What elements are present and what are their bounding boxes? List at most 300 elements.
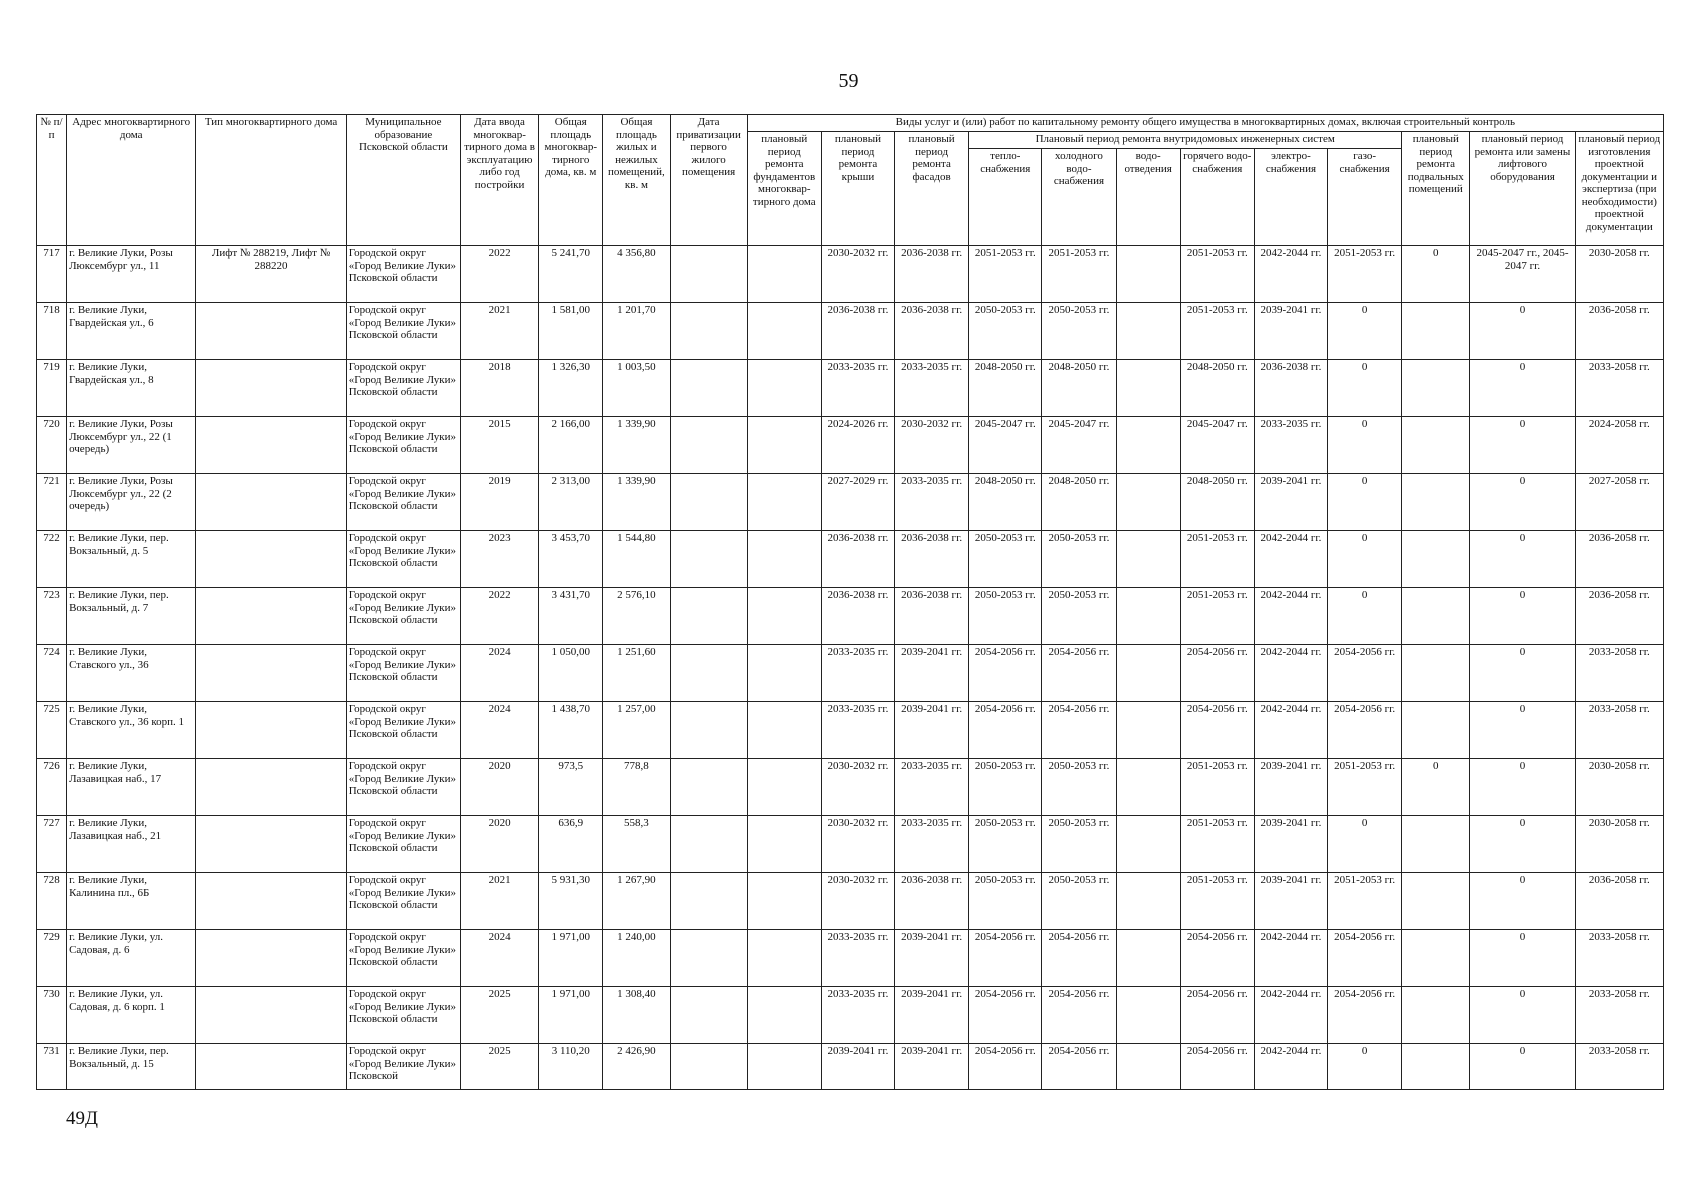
municipality-cell: Городской округ «Город Великие Луки» Псковской области [346,474,460,531]
row-number: 726 [37,759,67,816]
living-area-cell: 4 356,80 [603,246,670,303]
cold-water-cell: 2051-2053 гг. [1042,246,1116,303]
roof-cell: 2033-2035 гг. [821,360,894,417]
header-cold-water: холодного водо-снабжения [1042,149,1116,246]
facade-cell: 2030-2032 гг. [895,417,969,474]
roof-cell: 2030-2032 гг. [821,246,894,303]
total-area-cell: 2 166,00 [539,417,603,474]
hot-water-cell: 2054-2056 гг. [1180,987,1254,1044]
date-cell: 2022 [461,588,539,645]
cold-water-cell: 2050-2053 гг. [1042,873,1116,930]
municipality-cell: Городской округ «Город Великие Луки» Псковской области [346,873,460,930]
design-cell: 2027-2058 гг. [1575,474,1663,531]
type-cell [196,1044,346,1090]
foundation-cell [747,930,821,987]
row-number: 728 [37,873,67,930]
elevator-cell: 0 [1470,474,1575,531]
table-row [37,417,1664,474]
row-number: 723 [37,588,67,645]
address-cell: г. Великие Луки, Лазавицкая наб., 17 [67,759,196,816]
total-area-cell: 636,9 [539,816,603,873]
roof-cell: 2030-2032 гг. [821,873,894,930]
cold-water-cell: 2054-2056 гг. [1042,930,1116,987]
gas-cell: 2051-2053 гг. [1328,759,1402,816]
heat-cell: 2050-2053 гг. [969,531,1042,588]
municipality-cell: Городской округ «Город Великие Луки» Псковской области [346,987,460,1044]
hot-water-cell: 2048-2050 гг. [1180,360,1254,417]
heat-cell: 2054-2056 гг. [969,1044,1042,1090]
basement-cell [1402,303,1470,360]
design-cell: 2033-2058 гг. [1575,360,1663,417]
table-row [37,816,1664,873]
design-cell: 2036-2058 гг. [1575,588,1663,645]
roof-cell: 2036-2038 гг. [821,303,894,360]
table-row [37,474,1664,531]
header-works-group: Виды услуг и (или) работ по капитальному ремонту общего имущества в многоквартирных домах, включая строительный контроль [747,115,1663,132]
hot-water-cell: 2051-2053 гг. [1180,759,1254,816]
hot-water-cell: 2051-2053 гг. [1180,873,1254,930]
facade-cell: 2036-2038 гг. [895,873,969,930]
cold-water-cell: 2054-2056 гг. [1042,987,1116,1044]
roof-cell: 2024-2026 гг. [821,417,894,474]
privatization-cell [670,1044,747,1090]
gas-cell: 2054-2056 гг. [1328,930,1402,987]
header-address: Адрес многоквартирного дома [67,115,196,246]
basement-cell [1402,1044,1470,1090]
cold-water-cell: 2050-2053 гг. [1042,588,1116,645]
type-cell [196,360,346,417]
municipality-cell: Городской округ «Город Великие Луки» Псковской области [346,303,460,360]
type-cell [196,987,346,1044]
elevator-cell: 0 [1470,303,1575,360]
drainage-cell [1116,303,1180,360]
electric-cell: 2042-2044 гг. [1254,246,1327,303]
basement-cell [1402,474,1470,531]
design-cell: 2030-2058 гг. [1575,759,1663,816]
privatization-cell [670,417,747,474]
living-area-cell: 2 576,10 [603,588,670,645]
electric-cell: 2042-2044 гг. [1254,645,1327,702]
table-row [37,1044,1664,1090]
basement-cell [1402,360,1470,417]
table-row [37,930,1664,987]
hot-water-cell: 2051-2053 гг. [1180,246,1254,303]
cold-water-cell: 2050-2053 гг. [1042,531,1116,588]
municipality-cell: Городской округ «Город Великие Луки» Псковской области [346,246,460,303]
type-cell [196,816,346,873]
facade-cell: 2033-2035 гг. [895,759,969,816]
date-cell: 2024 [461,645,539,702]
design-cell: 2036-2058 гг. [1575,303,1663,360]
total-area-cell: 3 110,20 [539,1044,603,1090]
municipality-cell: Городской округ «Город Великие Луки» Псковской области [346,759,460,816]
date-cell: 2022 [461,246,539,303]
foundation-cell [747,588,821,645]
table-row [37,759,1664,816]
electric-cell: 2039-2041 гг. [1254,303,1327,360]
header-hot-water: горячего водо-снабжения [1180,149,1254,246]
gas-cell: 0 [1328,1044,1402,1090]
living-area-cell: 1 251,60 [603,645,670,702]
elevator-cell: 0 [1470,873,1575,930]
privatization-cell [670,645,747,702]
design-cell: 2033-2058 гг. [1575,1044,1663,1090]
cold-water-cell: 2048-2050 гг. [1042,360,1116,417]
drainage-cell [1116,417,1180,474]
address-cell: г. Великие Луки, Розы Люксембург ул., 22 (1 очередь) [67,417,196,474]
cold-water-cell: 2054-2056 гг. [1042,645,1116,702]
type-cell [196,303,346,360]
row-number: 727 [37,816,67,873]
address-cell: г. Великие Луки, ул. Садовая, д. 6 корп. 1 [67,987,196,1044]
date-cell: 2018 [461,360,539,417]
living-area-cell: 1 544,80 [603,531,670,588]
elevator-cell: 0 [1470,702,1575,759]
facade-cell: 2039-2041 гг. [895,702,969,759]
electric-cell: 2042-2044 гг. [1254,1044,1327,1090]
hot-water-cell: 2051-2053 гг. [1180,588,1254,645]
row-number: 730 [37,987,67,1044]
design-cell: 2033-2058 гг. [1575,930,1663,987]
heat-cell: 2054-2056 гг. [969,987,1042,1044]
total-area-cell: 1 326,30 [539,360,603,417]
date-cell: 2025 [461,1044,539,1090]
address-cell: г. Великие Луки, пер. Вокзальный, д. 5 [67,531,196,588]
foundation-cell [747,987,821,1044]
design-cell: 2033-2058 гг. [1575,987,1663,1044]
row-number: 720 [37,417,67,474]
row-number: 718 [37,303,67,360]
type-cell [196,759,346,816]
privatization-cell [670,759,747,816]
electric-cell: 2042-2044 гг. [1254,987,1327,1044]
basement-cell [1402,702,1470,759]
design-cell: 2036-2058 гг. [1575,873,1663,930]
municipality-cell: Городской округ «Город Великие Луки» Псковской области [346,702,460,759]
design-cell: 2033-2058 гг. [1575,645,1663,702]
privatization-cell [670,816,747,873]
living-area-cell: 1 267,90 [603,873,670,930]
foundation-cell [747,702,821,759]
elevator-cell: 0 [1470,987,1575,1044]
gas-cell: 0 [1328,417,1402,474]
privatization-cell [670,474,747,531]
municipality-cell: Городской округ «Город Великие Луки» Псковской [346,1044,460,1090]
table-row [37,987,1664,1044]
header-total-area: Общая площадь многоквар-тирного дома, кв. м [539,115,603,246]
heat-cell: 2050-2053 гг. [969,588,1042,645]
header-foundation: плановый период ремонта фундаментов многоквар-тирного дома [747,132,821,246]
type-cell [196,702,346,759]
header-heat: тепло-снабжения [969,149,1042,246]
privatization-cell [670,303,747,360]
foundation-cell [747,645,821,702]
row-number: 729 [37,930,67,987]
foundation-cell [747,246,821,303]
header-facade: плановый период ремонта фасадов [895,132,969,246]
gas-cell: 0 [1328,816,1402,873]
roof-cell: 2033-2035 гг. [821,930,894,987]
type-cell [196,588,346,645]
date-cell: 2020 [461,816,539,873]
elevator-cell: 0 [1470,588,1575,645]
gas-cell: 0 [1328,531,1402,588]
heat-cell: 2050-2053 гг. [969,759,1042,816]
cold-water-cell: 2050-2053 гг. [1042,759,1116,816]
living-area-cell: 558,3 [603,816,670,873]
privatization-cell [670,531,747,588]
address-cell: г. Великие Луки, ул. Садовая, д. 6 [67,930,196,987]
privatization-cell [670,246,747,303]
basement-cell [1402,645,1470,702]
heat-cell: 2048-2050 гг. [969,474,1042,531]
address-cell: г. Великие Луки, Розы Люксембург ул., 22 (2 очередь) [67,474,196,531]
privatization-cell [670,702,747,759]
elevator-cell: 2045-2047 гг., 2045-2047 гг. [1470,246,1575,303]
facade-cell: 2036-2038 гг. [895,588,969,645]
total-area-cell: 5 931,30 [539,873,603,930]
living-area-cell: 1 240,00 [603,930,670,987]
table-row [37,360,1664,417]
electric-cell: 2039-2041 гг. [1254,759,1327,816]
date-cell: 2021 [461,873,539,930]
row-number: 717 [37,246,67,303]
header-engineering-group: Плановый период ремонта внутридомовых инженерных систем [969,132,1402,149]
roof-cell: 2033-2035 гг. [821,702,894,759]
foundation-cell [747,759,821,816]
table-body [37,246,1664,1090]
facade-cell: 2033-2035 гг. [895,474,969,531]
total-area-cell: 973,5 [539,759,603,816]
elevator-cell: 0 [1470,417,1575,474]
gas-cell: 0 [1328,588,1402,645]
header-type: Тип многоквартирного дома [196,115,346,246]
basement-cell [1402,873,1470,930]
total-area-cell: 3 431,70 [539,588,603,645]
elevator-cell: 0 [1470,930,1575,987]
total-area-cell: 2 313,00 [539,474,603,531]
table-row [37,588,1664,645]
basement-cell [1402,816,1470,873]
foundation-cell [747,816,821,873]
row-number: 724 [37,645,67,702]
design-cell: 2030-2058 гг. [1575,246,1663,303]
drainage-cell [1116,930,1180,987]
address-cell: г. Великие Луки, пер. Вокзальный, д. 7 [67,588,196,645]
hot-water-cell: 2054-2056 гг. [1180,1044,1254,1090]
type-cell [196,474,346,531]
row-number: 719 [37,360,67,417]
heat-cell: 2050-2053 гг. [969,873,1042,930]
date-cell: 2015 [461,417,539,474]
hot-water-cell: 2054-2056 гг. [1180,645,1254,702]
heat-cell: 2050-2053 гг. [969,303,1042,360]
total-area-cell: 1 971,00 [539,930,603,987]
facade-cell: 2039-2041 гг. [895,1044,969,1090]
living-area-cell: 1 201,70 [603,303,670,360]
gas-cell: 2054-2056 гг. [1328,702,1402,759]
table-row [37,702,1664,759]
header-gas: газо-снабжения [1328,149,1402,246]
roof-cell: 2030-2032 гг. [821,759,894,816]
gas-cell: 0 [1328,303,1402,360]
drainage-cell [1116,474,1180,531]
elevator-cell: 0 [1470,531,1575,588]
header-living-area: Общая площадь жилых и нежилых помещений, кв. м [603,115,670,246]
type-cell [196,645,346,702]
facade-cell: 2033-2035 гг. [895,816,969,873]
table-row [37,303,1664,360]
address-cell: г. Великие Луки, Гвардейская ул., 8 [67,360,196,417]
design-cell: 2033-2058 гг. [1575,702,1663,759]
foundation-cell [747,303,821,360]
facade-cell: 2039-2041 гг. [895,645,969,702]
total-area-cell: 5 241,70 [539,246,603,303]
address-cell: г. Великие Луки, Розы Люксембург ул., 11 [67,246,196,303]
municipality-cell: Городской округ «Город Великие Луки» Псковской области [346,531,460,588]
elevator-cell: 0 [1470,816,1575,873]
row-number: 721 [37,474,67,531]
electric-cell: 2042-2044 гг. [1254,588,1327,645]
row-number: 722 [37,531,67,588]
facade-cell: 2036-2038 гг. [895,531,969,588]
roof-cell: 2027-2029 гг. [821,474,894,531]
type-cell [196,930,346,987]
heat-cell: 2054-2056 гг. [969,702,1042,759]
electric-cell: 2042-2044 гг. [1254,702,1327,759]
total-area-cell: 3 453,70 [539,531,603,588]
header-electric: электро-снабжения [1254,149,1327,246]
municipality-cell: Городской округ «Город Великие Луки» Псковской области [346,360,460,417]
header-municipality: Муниципальное образование Псковской области [346,115,460,246]
header-elevator: плановый период ремонта или замены лифтового оборудования [1470,132,1575,246]
heat-cell: 2054-2056 гг. [969,930,1042,987]
date-cell: 2021 [461,303,539,360]
living-area-cell: 1 257,00 [603,702,670,759]
living-area-cell: 2 426,90 [603,1044,670,1090]
row-number: 731 [37,1044,67,1090]
header-num: № п/п [37,115,67,246]
address-cell: г. Великие Луки, Калинина пл., 6Б [67,873,196,930]
elevator-cell: 0 [1470,1044,1575,1090]
facade-cell: 2039-2041 гг. [895,987,969,1044]
total-area-cell: 1 050,00 [539,645,603,702]
elevator-cell: 0 [1470,360,1575,417]
foundation-cell [747,1044,821,1090]
hot-water-cell: 2051-2053 гг. [1180,303,1254,360]
electric-cell: 2039-2041 гг. [1254,873,1327,930]
address-cell: г. Великие Луки, пер. Вокзальный, д. 15 [67,1044,196,1090]
address-cell: г. Великие Луки, Гвардейская ул., 6 [67,303,196,360]
privatization-cell [670,873,747,930]
gas-cell: 2051-2053 гг. [1328,873,1402,930]
basement-cell: 0 [1402,246,1470,303]
living-area-cell: 1 308,40 [603,987,670,1044]
electric-cell: 2039-2041 гг. [1254,816,1327,873]
basement-cell: 0 [1402,759,1470,816]
heat-cell: 2050-2053 гг. [969,816,1042,873]
elevator-cell: 0 [1470,645,1575,702]
design-cell: 2030-2058 гг. [1575,816,1663,873]
type-cell [196,873,346,930]
drainage-cell [1116,1044,1180,1090]
drainage-cell [1116,816,1180,873]
foundation-cell [747,360,821,417]
date-cell: 2024 [461,930,539,987]
cold-water-cell: 2045-2047 гг. [1042,417,1116,474]
design-cell: 2024-2058 гг. [1575,417,1663,474]
drainage-cell [1116,246,1180,303]
page-number: 59 [838,70,859,92]
gas-cell: 2054-2056 гг. [1328,987,1402,1044]
basement-cell [1402,987,1470,1044]
header-date-commission: Дата ввода многоквар-тирного дома в эксплуатацию либо год постройки [461,115,539,246]
privatization-cell [670,930,747,987]
municipality-cell: Городской округ «Город Великие Луки» Псковской области [346,588,460,645]
hot-water-cell: 2051-2053 гг. [1180,531,1254,588]
facade-cell: 2036-2038 гг. [895,303,969,360]
address-cell: г. Великие Луки, Ставского ул., 36 [67,645,196,702]
footer-code: 49Д [66,1108,98,1129]
gas-cell: 2051-2053 гг. [1328,246,1402,303]
drainage-cell [1116,702,1180,759]
header-drainage: водо-отведения [1116,149,1180,246]
cold-water-cell: 2054-2056 гг. [1042,1044,1116,1090]
drainage-cell [1116,360,1180,417]
table-row [37,645,1664,702]
electric-cell: 2042-2044 гг. [1254,930,1327,987]
drainage-cell [1116,588,1180,645]
cold-water-cell: 2054-2056 гг. [1042,702,1116,759]
cold-water-cell: 2048-2050 гг. [1042,474,1116,531]
facade-cell: 2033-2035 гг. [895,360,969,417]
type-cell [196,417,346,474]
gas-cell: 2054-2056 гг. [1328,645,1402,702]
electric-cell: 2033-2035 гг. [1254,417,1327,474]
heat-cell: 2054-2056 гг. [969,645,1042,702]
table-row [37,873,1664,930]
roof-cell: 2036-2038 гг. [821,531,894,588]
municipality-cell: Городской округ «Город Великие Луки» Псковской области [346,930,460,987]
hot-water-cell: 2054-2056 гг. [1180,930,1254,987]
gas-cell: 0 [1328,360,1402,417]
foundation-cell [747,417,821,474]
roof-cell: 2039-2041 гг. [821,1044,894,1090]
gas-cell: 0 [1328,474,1402,531]
foundation-cell [747,474,821,531]
basement-cell [1402,417,1470,474]
type-cell: Лифт № 288219, Лифт № 288220 [196,246,346,303]
living-area-cell: 1 339,90 [603,474,670,531]
privatization-cell [670,360,747,417]
living-area-cell: 1 003,50 [603,360,670,417]
electric-cell: 2036-2038 гг. [1254,360,1327,417]
municipality-cell: Городской округ «Город Великие Луки» Псковской области [346,645,460,702]
roof-cell: 2036-2038 гг. [821,588,894,645]
electric-cell: 2039-2041 гг. [1254,474,1327,531]
heat-cell: 2048-2050 гг. [969,360,1042,417]
total-area-cell: 1 438,70 [539,702,603,759]
row-number: 725 [37,702,67,759]
facade-cell: 2036-2038 гг. [895,246,969,303]
living-area-cell: 778,8 [603,759,670,816]
municipality-cell: Городской округ «Город Великие Луки» Псковской области [346,816,460,873]
date-cell: 2019 [461,474,539,531]
privatization-cell [670,588,747,645]
cold-water-cell: 2050-2053 гг. [1042,816,1116,873]
elevator-cell: 0 [1470,759,1575,816]
basement-cell [1402,588,1470,645]
